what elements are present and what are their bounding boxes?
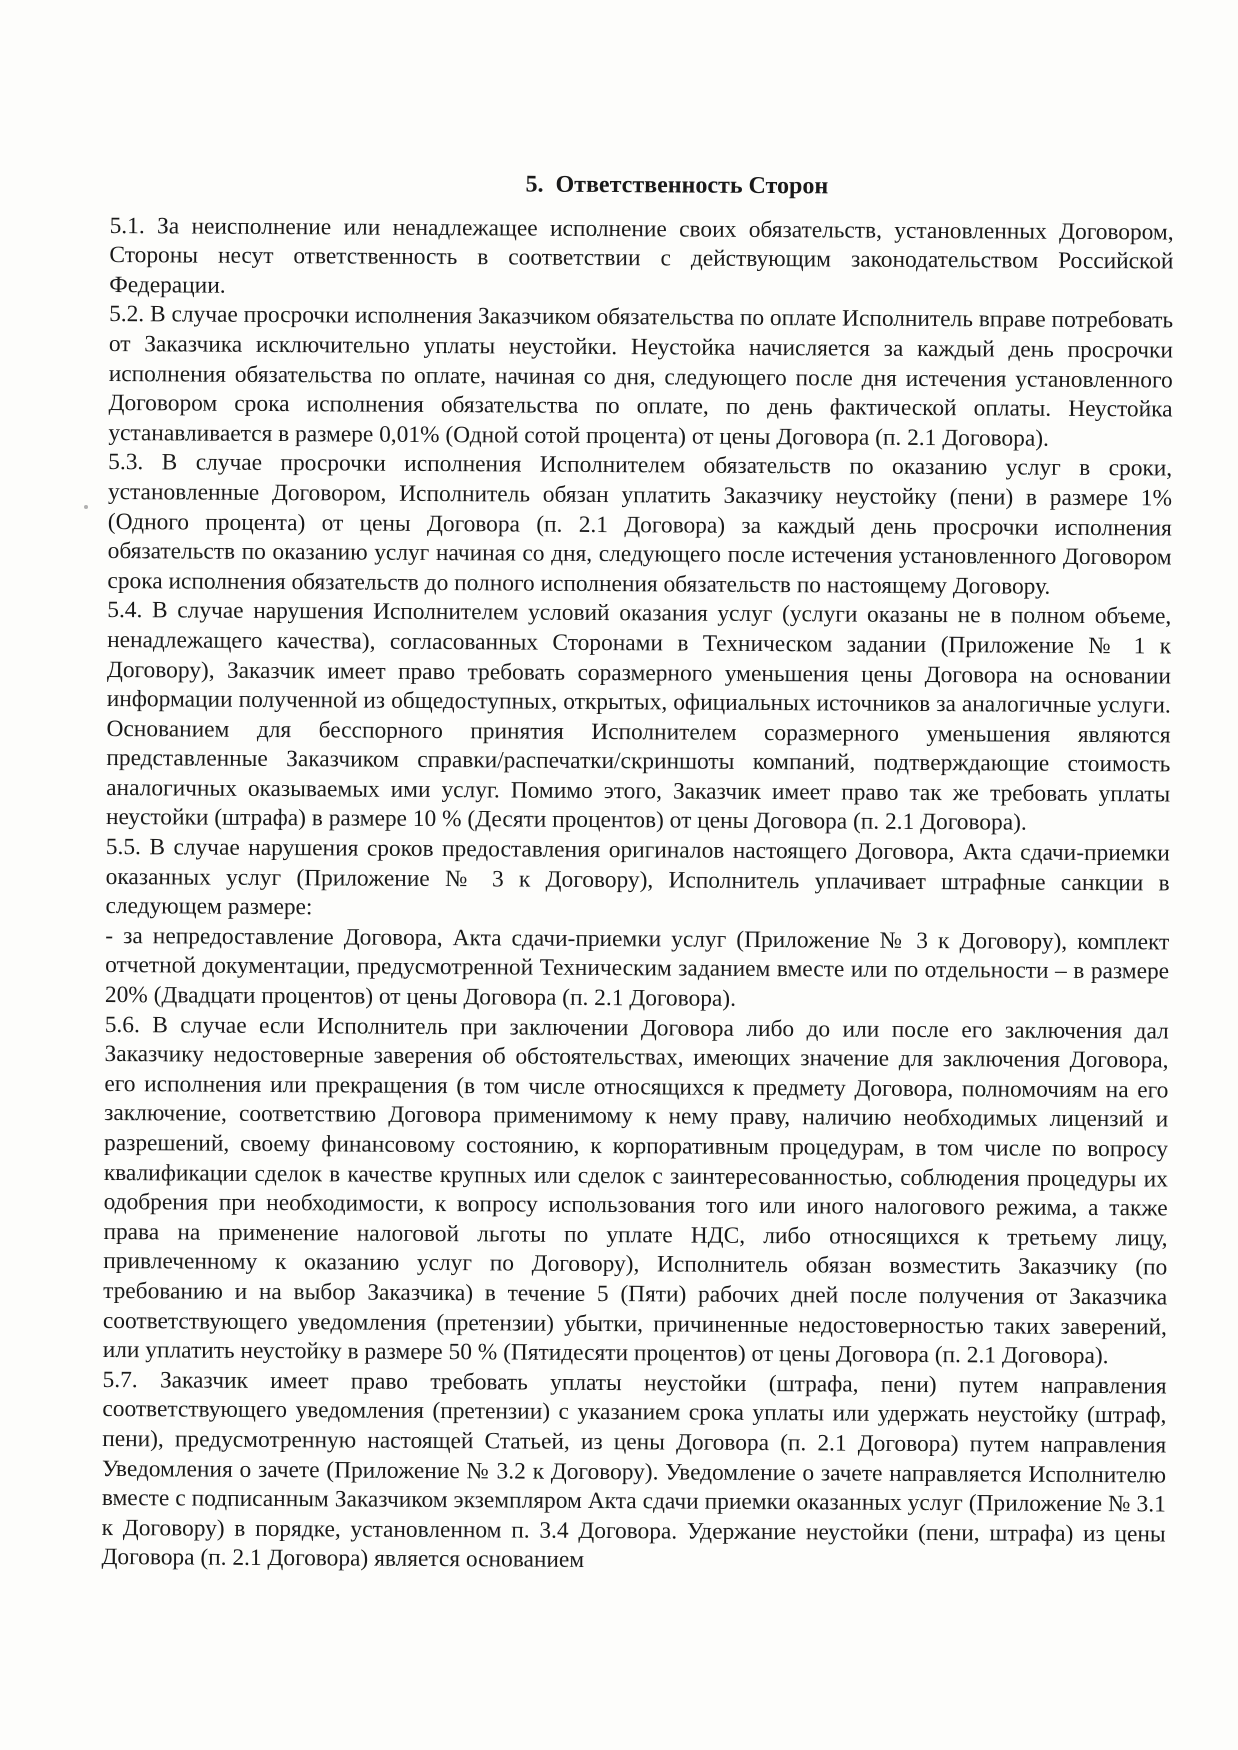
section-heading: [110, 168, 1174, 204]
scan-artifact-dot: [84, 505, 88, 509]
clause-5-3: 5.3. В случае просрочки исполнения Исполнителем обязательств по оказанию услуг в сроки, установленные Договором, Исполнитель обязан уплатить Заказчику неустойку (пени) в размере 1% (Одного процента) от цены Договора (п. 2.1 Договора) за каждый день просрочки исполнения обязательств по оказанию услуг начиная со дня, следующего после истечения установленного Договором срока исполнения обязательств до полного исполнения обязательств по настоящему Договору.: [107, 449, 1173, 600]
clause-5-5-item: - за непредоставление Договора, Акта сдачи-приемки услуг (Приложение № 3 к Договору), комплект отчетной документации, предусмотренной Техническим заданием вместе или по отдельности – в размере 20% (Двадцати процентов) от цены Договора (п. 2.1 Договора).: [104, 922, 1170, 1012]
clause-5-7: 5.7. Заказчик имеет право требовать уплаты неустойки (штрафа, пени) путем направления соответствующего уведомления (претензии) с указанием срока уплаты или удержать неустойку (штраф, пени), предусмотренную настоящей Статьей, из цены Договора (п. 2.1 Договора) путем направления Уведомления о зачете (Приложение № 3.2 к Договору). Уведомление о зачете направляется Исполнителю вместе с подписанным Заказчиком экземпляром Акта сдачи приемки оказанных услуг (Приложение № 3.1 к Договору) в порядке, установленном п. 3.4 Договора. Удержание неустойки (пени, штрафа) из цены Договора (п. 2.1 Договора) является основанием: [101, 1366, 1167, 1574]
clause-5-4: 5.4. В случае нарушения Исполнителем условий оказания услуг (услуги оказаны не в полном объеме, ненадлежащего качества), согласованных Сторонами в Техническом задании (Приложение № 1 к Договору), Заказчик имеет право требовать соразмерного уменьшения цены Договора на основании информации полученной из общедоступных, открытых, официальных источников за аналогичные услуги. Основанием для бесспорного принятия Исполнителем соразмерного уменьшения являются представленные Заказчиком справки/распечатки/скриншоты компаний, подтверждающие стоимость аналогичных оказываемых ими услуг. Помимо этого, Заказчик имеет право так же требовать уплаты неустойки (штрафа) в размере 10 % (Десяти процентов) от цены Договора (п. 2.1 Договора).: [105, 597, 1172, 837]
section-title: Ответственность Сторон: [555, 171, 829, 200]
clause-5-5: 5.5. В случае нарушения сроков предоставления оригиналов настоящего Договора, Акта сдачи-приемки оказанных услуг (Приложение № 3 к Договору), Исполнитель уплачивает штрафные санкции в следующем размере:: [105, 834, 1170, 921]
section-number: 5.: [525, 171, 544, 198]
clause-5-6: 5.6. В случае если Исполнитель при заключении Договора либо до или после его заключения дал Заказчику недостоверные заверения об обстоятельствах, имеющих значение для заключения Договора, его исполнения или прекращения (в том числе относящихся к предмету Договора, полномочиям на его заключение, соответствию Договора применимому к нему праву, наличию необходимых лицензий и разрешений, своему финансовому состоянию, к корпоративным процедурам, в том числе по вопросу квалификации сделок в качестве крупных или сделок с заинтересованностью, соблюдения процедуры их одобрения при необходимости, к вопросу использования того или иного налогового режима, а также права на применение налоговой льготы по уплате НДС, либо относящихся к третьему лицу, привлеченному к оказанию услуг по Договору), Исполнитель обязан возместить Заказчику (по требованию и на выбор Заказчика) в течение 5 (Пяти) рабочих дней после получения от Заказчика соответствующего уведомления (претензии) убытки, причиненные недостоверностью таких заверений, или уплатить неустойку в размере 50 % (Пятидесяти процентов) от цены Договора (п. 2.1 Договора).: [102, 1011, 1169, 1370]
clause-5-2: 5.2. В случае просрочки исполнения Заказчиком обязательства по оплате Исполнитель вправе потребовать от Заказчика исключительно уплаты неустойки. Неустойка начисляется за каждый день просрочки исполнения обязательства по оплате, начиная со дня, следующего после дня истечения установленного Договором срока исполнения обязательства по оплате, по день фактической оплаты. Неустойка устанавливается в размере 0,01% (Одной сотой процента) от цены Договора (п. 2.1 Договора).: [108, 301, 1174, 452]
clause-5-1: 5.1. За неисполнение или ненадлежащее исполнение своих обязательств, установленных Договором, Стороны несут ответственность в соответствии с действующим законодательством Российской Федерации.: [109, 212, 1174, 299]
document-body: [101, 168, 1174, 1579]
